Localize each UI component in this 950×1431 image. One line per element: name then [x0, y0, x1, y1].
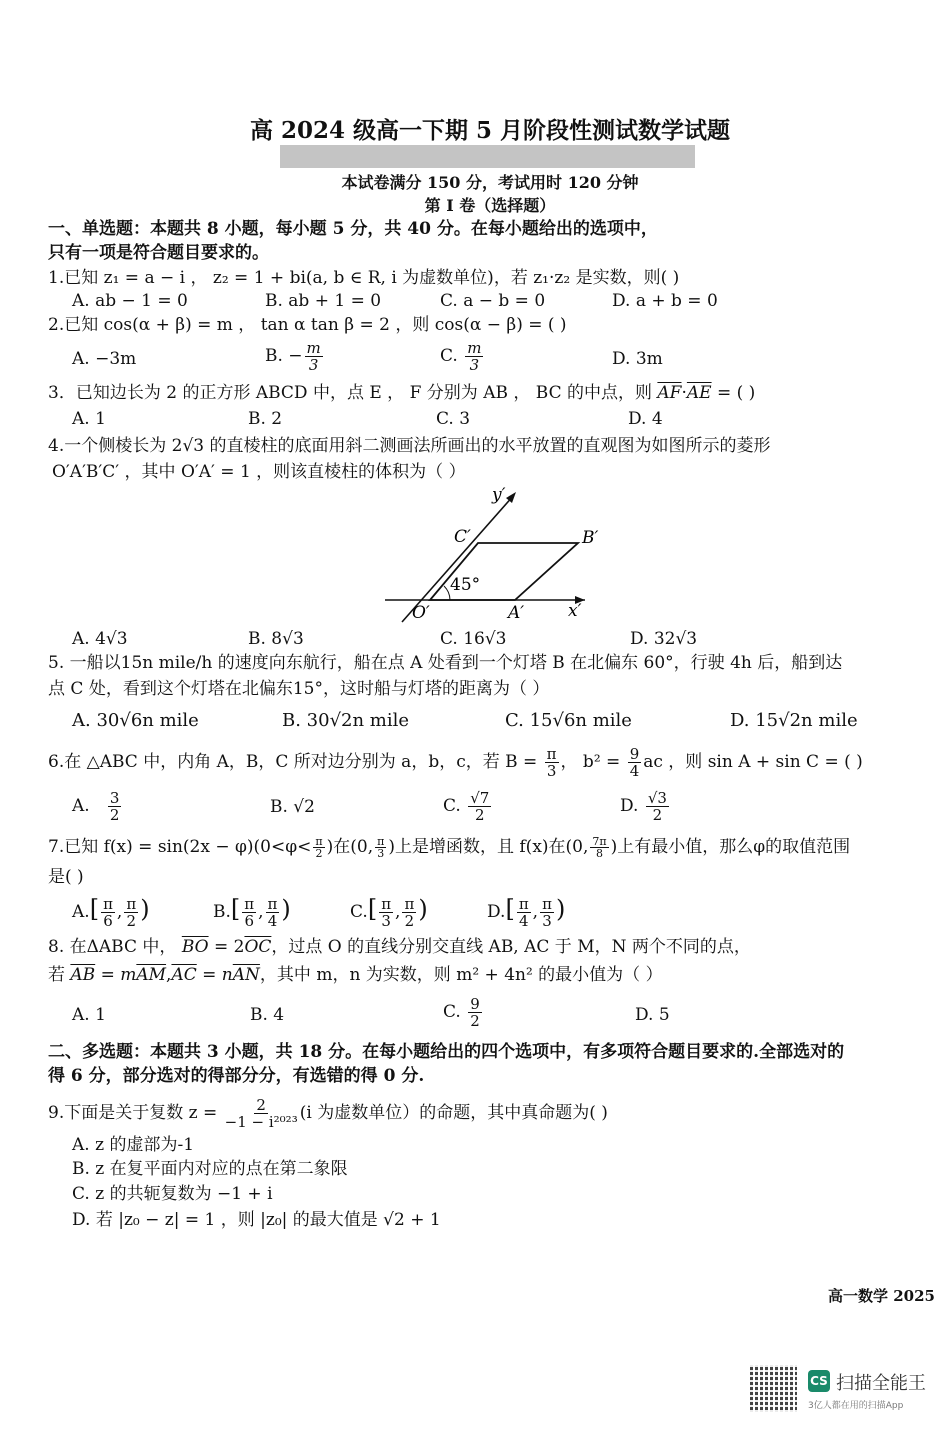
- point-o-label: O′: [412, 603, 430, 623]
- option-label: C.: [443, 1002, 467, 1022]
- q5-stem-2: 点 C 处，看到这个灯塔在北偏东15°，这时船与灯塔的距离为（ ）: [48, 679, 550, 699]
- option-label: A.: [72, 902, 90, 922]
- denominator: 4: [267, 912, 278, 930]
- q2-stem: 2.已知 cos(α + β) = m ， tan α tan β = 2 ，则 cos(α − β) = ( ): [48, 315, 567, 335]
- numerator: π: [126, 895, 137, 913]
- section2-heading-2: 得 6 分，部分选对的得部分分，有选错的得 0 分.: [48, 1066, 425, 1086]
- stem-text: ， b² =: [560, 752, 626, 772]
- bracket: [: [505, 895, 515, 923]
- stem-text: = 2: [208, 937, 245, 957]
- q4-option-d: D. 32√3: [630, 629, 698, 649]
- denominator: 6: [103, 912, 113, 930]
- denominator: 2: [404, 912, 415, 930]
- dot: ·: [681, 383, 687, 403]
- footer-label: 高一数学 2025: [828, 1287, 935, 1305]
- denominator: 2: [109, 806, 120, 824]
- y-axis-label: y′: [492, 485, 506, 505]
- numerator: m: [306, 339, 321, 357]
- numerator: 9: [470, 995, 480, 1013]
- q7-stem: [48, 836, 850, 859]
- fraction: [646, 790, 669, 823]
- denominator: 2: [652, 806, 663, 824]
- fraction: [101, 896, 115, 929]
- q5-option-c: C. 15√6n mile: [505, 710, 632, 731]
- q9-option-a: A. z 的虚部为-1: [72, 1135, 195, 1155]
- denominator: 3: [542, 912, 552, 930]
- stem-text: ac ，则 sin A + sin C = ( ): [643, 752, 863, 772]
- denominator: −1 − i²⁰²³: [224, 1113, 298, 1131]
- q7-option-b: B.[ $\frac{\pi}{6}$ , $\frac{\pi}{4}$ ): [213, 895, 291, 930]
- angle-label: 45°: [450, 575, 481, 595]
- denominator: 2: [126, 912, 137, 930]
- q3-option-a: A. 1: [72, 409, 106, 429]
- bracket: [: [367, 895, 378, 923]
- q1-option-a: A. ab − 1 = 0: [72, 291, 188, 311]
- fraction: [225, 1097, 298, 1130]
- option-label: B.: [213, 902, 231, 922]
- numerator: π: [267, 895, 278, 913]
- q7-option-a: A.[ $\frac{\pi}{6}$ , $\frac{\pi}{2}$ ): [72, 895, 150, 930]
- q1-option-d: D. a + b = 0: [612, 291, 718, 311]
- q1-option-b: B. ab + 1 = 0: [265, 291, 382, 311]
- q2-option-a: A. −3m: [72, 349, 137, 369]
- numerator: √7: [470, 789, 490, 807]
- fraction: [628, 746, 642, 779]
- numerator: √3: [647, 789, 667, 807]
- bracket: ): [555, 895, 566, 923]
- fraction: [468, 790, 491, 823]
- vector: $\overline{AF}$: [657, 383, 682, 403]
- q5-stem: 5. 一船以15n mile/h 的速度向东航行，船在点 A 处看到一个灯塔 B 在北偏东 60°，行驶 4h 后，船到达: [48, 653, 843, 673]
- numerator: 9: [629, 745, 640, 763]
- stem-text: )上有最小值，那么φ的取值范围: [610, 837, 851, 857]
- vector: $\overline{BO}$: [181, 937, 209, 957]
- q8-option-b: B. 4: [250, 1005, 285, 1025]
- denominator: 8: [596, 847, 604, 860]
- volume-heading: 第 I 卷（选择题）: [424, 196, 556, 215]
- fraction: [375, 836, 386, 859]
- stem-text: = n: [196, 965, 233, 985]
- section1-heading: 一、单选题：本题共 8 小题，每小题 5 分，共 40 分。在每小题给出的选项中，: [48, 219, 658, 239]
- fraction: [590, 836, 608, 859]
- vector: $\overline{AM}$: [136, 965, 167, 985]
- q3-option-d: D. 4: [628, 409, 663, 429]
- q7-option-d: D.[ $\frac{\pi}{4}$ , $\frac{\pi}{3}$ ): [487, 895, 566, 930]
- stem-text: ，其中 m，n 为实数，则 m² + 4n² 的最小值为（ ）: [259, 965, 663, 985]
- fraction: [379, 896, 393, 929]
- q9-stem: [48, 1097, 608, 1130]
- option-label: C.: [440, 346, 464, 366]
- q8-stem-2: [48, 964, 663, 986]
- stem-text: = ( ): [711, 383, 756, 403]
- stem-text: 7.已知 f(x) = sin(2x − φ)(0<φ<: [48, 837, 312, 857]
- vector: $\overline{OC}$: [244, 937, 272, 957]
- q7-stem-2: 是( ): [48, 867, 84, 887]
- q6-option-d: [620, 790, 671, 823]
- fraction: [540, 896, 554, 929]
- option-label: A.: [72, 796, 90, 816]
- q5-option-b: B. 30√2n mile: [282, 710, 410, 731]
- q4-stem-2: O′A′B′C′ ，其中 O′A′ = 1 ，则该直棱柱的体积为（ ）: [52, 462, 466, 482]
- q5-option-d: D. 15√2n mile: [730, 710, 858, 731]
- option-label: C.: [350, 902, 368, 922]
- q9-option-c: C. z 的共轭复数为 −1 + i: [72, 1184, 273, 1204]
- q3-option-b: B. 2: [248, 409, 283, 429]
- numerator: 3: [109, 789, 120, 807]
- denominator: 3: [381, 912, 391, 930]
- numerator: π: [404, 895, 415, 913]
- fraction: [545, 746, 559, 779]
- numerator: π: [103, 895, 113, 913]
- denominator: 4: [629, 762, 640, 780]
- numerator: π: [377, 835, 385, 848]
- qr-code: [750, 1365, 797, 1412]
- vector: $\overline{AN}$: [232, 965, 260, 985]
- section2-heading: 二、多选题：本题共 3 小题，共 18 分。在每小题给出的四个选项中，有多项符合题目要求的.全部选对的: [48, 1042, 845, 1062]
- bracket: ): [418, 895, 428, 923]
- stem-text: = m: [95, 965, 137, 985]
- q5-option-a: A. 30√6n mile: [72, 710, 199, 731]
- q1-stem: 1.已知 z₁ = a − i ， z₂ = 1 + bi(a, b ∈ R, i 为虚数单位)，若 z₁·z₂ 是实数，则( ): [48, 268, 680, 288]
- scanner-tagline: 3亿人都在用的扫描App: [808, 1401, 904, 1411]
- q9-option-d: D. 若 |z₀ − z| = 1 ，则 |z₀| 的最大值是 √2 + 1: [72, 1210, 441, 1230]
- exam-subtitle: 本试卷满分 150 分，考试用时 120 分钟: [341, 173, 639, 192]
- bracket: [: [89, 895, 100, 923]
- denominator: 2: [475, 806, 485, 824]
- stem-text: (i 为虚数单位）的命题，其中真命题为( ): [299, 1103, 608, 1123]
- q8-option-c: [443, 996, 484, 1029]
- numerator: π: [244, 895, 255, 913]
- fraction: [402, 896, 416, 929]
- numerator: m: [467, 339, 482, 357]
- x-axis-label: x′: [568, 601, 582, 621]
- q9-option-b: B. z 在复平面内对应的点在第二象限: [72, 1159, 348, 1179]
- q4-option-c: C. 16√3: [440, 629, 507, 649]
- q7-option-c: C.[ $\frac{\pi}{3}$ , $\frac{\pi}{2}$ ): [350, 895, 428, 930]
- stem-text: 9.下面是关于复数 z =: [48, 1103, 223, 1123]
- option-label: C.: [443, 796, 461, 816]
- scanner-app-name: 扫描全能王: [836, 1373, 926, 1394]
- denominator: 2: [470, 1012, 480, 1030]
- numerator: π: [381, 895, 392, 913]
- scanner-logo: CS: [808, 1370, 830, 1392]
- numerator: π: [315, 835, 323, 848]
- denominator: 6: [244, 912, 254, 930]
- stem-text: 6.在 △ABC 中，内角 A，B，C 所对边分别为 a，b，c，若 B =: [48, 752, 543, 772]
- stem-text: 8. 在ΔABC 中，: [48, 937, 182, 957]
- bracket: ): [281, 895, 291, 923]
- q4-option-a: A. 4√3: [72, 629, 128, 649]
- q6-option-c: [443, 790, 493, 823]
- q8-option-d: D. 5: [635, 1005, 670, 1025]
- fraction: [242, 896, 256, 929]
- point-b-label: B′: [582, 528, 599, 548]
- numerator: π: [542, 895, 552, 913]
- option-label: D.: [487, 902, 506, 922]
- denominator: 2: [315, 847, 323, 860]
- q6-option-a: [72, 790, 123, 823]
- fraction: [124, 896, 138, 929]
- point-a-label: A′: [508, 603, 525, 623]
- q1-option-c: C. a − b = 0: [440, 291, 546, 311]
- fraction: [266, 896, 280, 929]
- q8-stem: [48, 936, 751, 958]
- fraction: [517, 896, 531, 929]
- q8-option-a: A. 1: [72, 1005, 106, 1025]
- point-c-label: C′: [454, 527, 471, 547]
- q4-option-b: B. 8√3: [248, 629, 304, 649]
- stem-text: 3．已知边长为 2 的正方形 ABCD 中，点 E ， F 分别为 AB ， BC 的中点，则: [48, 383, 658, 403]
- stem-text: 若: [48, 965, 71, 985]
- section1-heading-2: 只有一项是符合题目要求的。: [48, 243, 269, 263]
- stem-text: ,: [166, 965, 172, 985]
- numerator: 7π: [592, 835, 607, 848]
- vector: $\overline{AC}$: [171, 965, 197, 985]
- numerator: π: [546, 745, 557, 763]
- numerator: π: [518, 895, 529, 913]
- fraction: [108, 790, 122, 823]
- option-label: D.: [620, 796, 639, 816]
- stem-text: )在(0,: [326, 837, 374, 857]
- q3-option-c: C. 3: [436, 409, 471, 429]
- fraction: [313, 836, 324, 859]
- denominator: 3: [469, 356, 480, 374]
- q4-stem: 4.一个侧棱长为 2√3 的直棱柱的底面用斜二测画法所画出的水平放置的直观图为如图所示的菱形: [48, 436, 771, 456]
- stem-text: ，过点 O 的直线分别交直线 AB, AC 于 M，N 两个不同的点，: [271, 937, 751, 957]
- stem-text: )上是增函数，且 f(x)在(0,: [388, 837, 589, 857]
- vector: $\overline{AB}$: [70, 965, 96, 985]
- numerator: 2: [256, 1096, 266, 1114]
- option-label: B. −: [265, 346, 303, 366]
- q6-stem: [48, 746, 863, 779]
- fraction: [468, 996, 482, 1029]
- denominator: 4: [518, 912, 529, 930]
- denominator: 3: [546, 762, 557, 780]
- bracket: ): [140, 895, 150, 923]
- denominator: 3: [308, 356, 319, 374]
- bracket: [: [230, 895, 241, 923]
- vector: $\overline{AE}$: [686, 383, 712, 403]
- q6-option-b: B. √2: [270, 797, 315, 817]
- q2-option-d: D. 3m: [612, 349, 663, 369]
- denominator: 3: [377, 847, 385, 860]
- exam-title: 高 2024 级高一下期 5 月阶段性测试数学试题: [249, 117, 731, 144]
